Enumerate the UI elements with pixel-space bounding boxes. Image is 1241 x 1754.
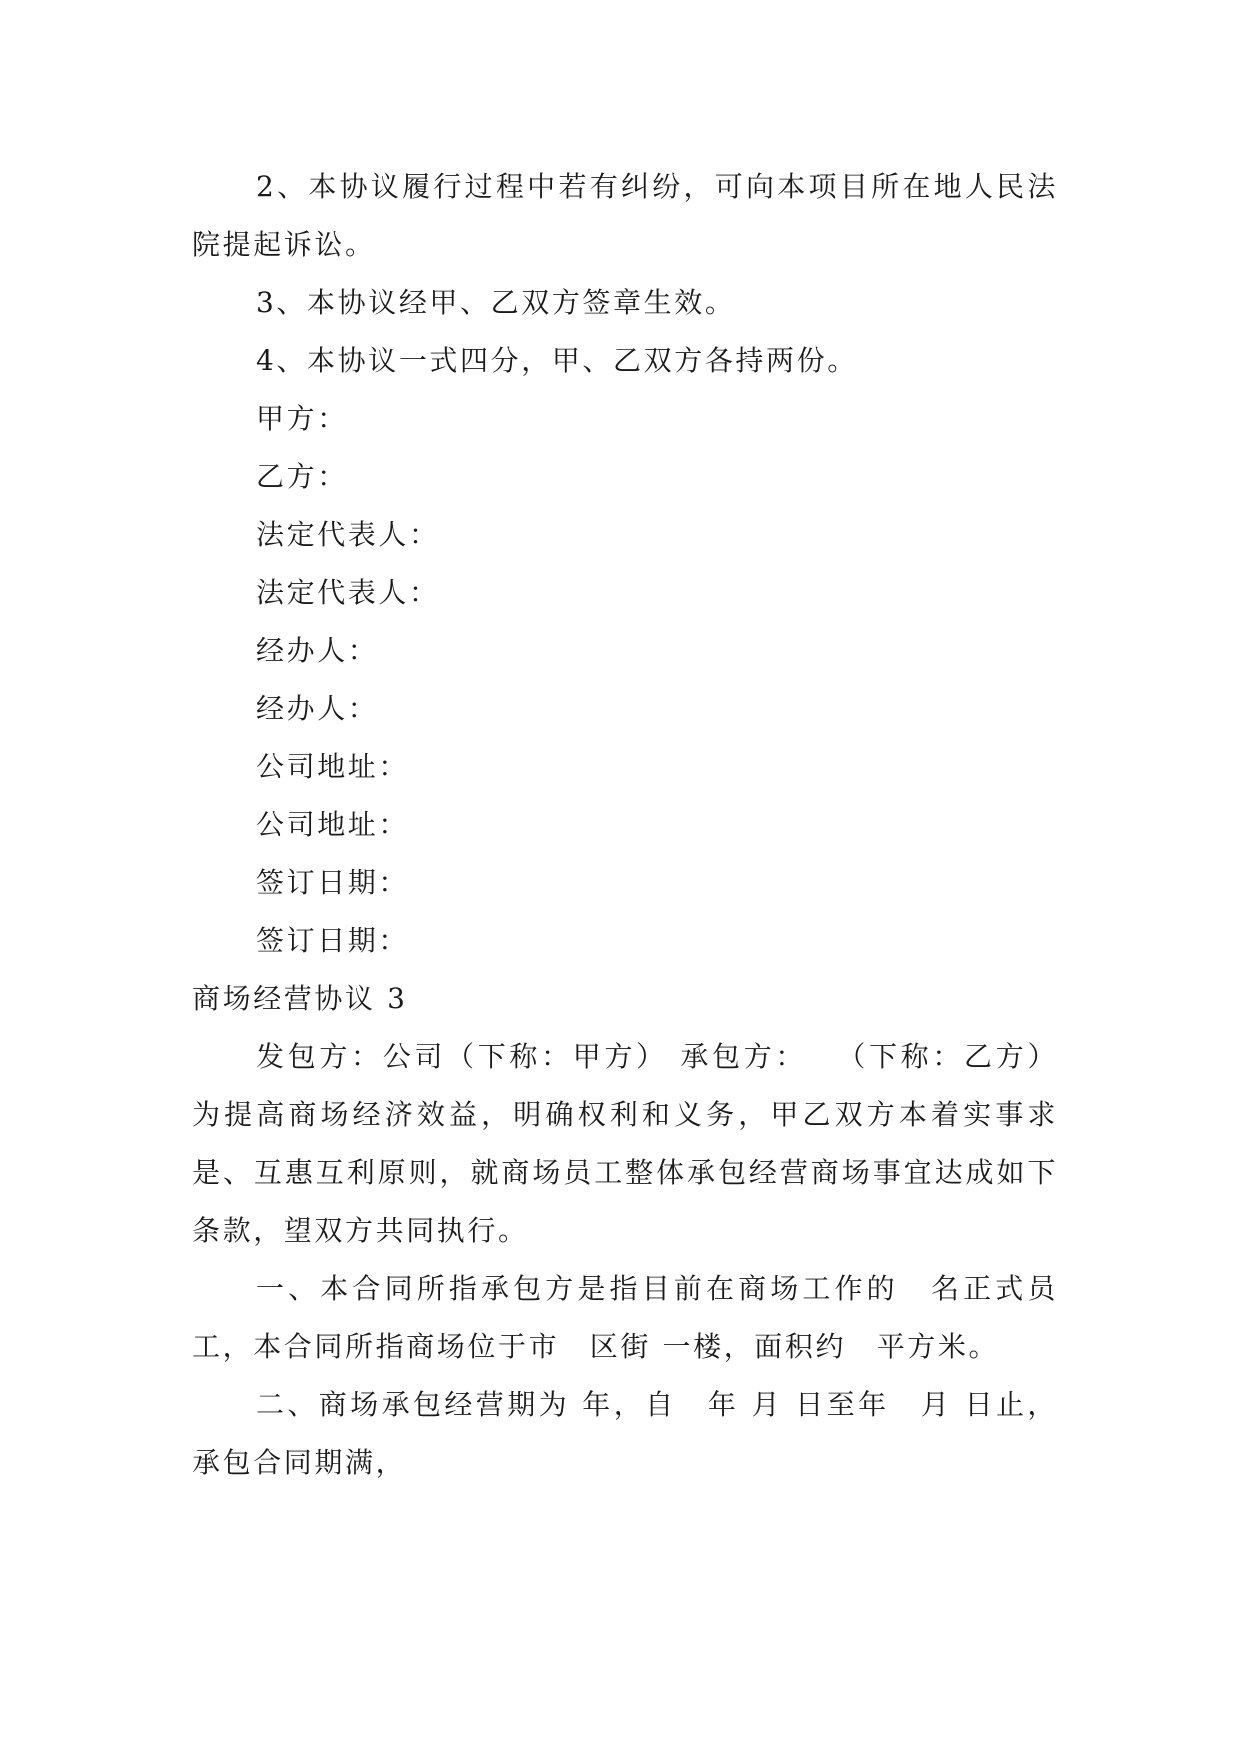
date-b-field: 签订日期： [256, 924, 410, 957]
clause-3-paragraph: 3、本协议经甲、乙双方签章生效。 [256, 286, 736, 319]
clause-2-paragraph: 2、本协议履行过程中若有纠纷，可向本项目所在地人民法院提起诉讼。 [192, 170, 1058, 261]
party-a-field: 甲方： [256, 402, 348, 435]
article-1-paragraph: 一、本合同所指承包方是指目前在商场工作的 名正式员工，本合同所指商场位于市 区街 一楼，面积约 平方米。 [192, 1272, 1058, 1363]
handler-b-field: 经办人： [256, 692, 379, 725]
party-b-field: 乙方： [256, 460, 348, 493]
preamble-paragraph: 发包方：公司（下称：甲方） 承包方： （下称：乙方） 为提高商场经济效益，明确权利和义务，甲乙双方本着实事求是、互惠互利原则，就商场员工整体承包经营商场事宜达成如下条款，望双方共同执行。 [192, 1040, 1070, 1247]
address-a-field: 公司地址： [256, 750, 410, 783]
address-b-field: 公司地址： [256, 808, 410, 841]
legal-rep-a-field: 法定代表人： [256, 518, 440, 551]
date-a-field: 签订日期： [256, 866, 410, 899]
clause-4-paragraph: 4、本协议一式四分，甲、乙双方各持两份。 [256, 344, 858, 377]
handler-a-field: 经办人： [256, 634, 379, 667]
legal-rep-b-field: 法定代表人： [256, 576, 440, 609]
article-2-paragraph: 二、商场承包经营期为 年，自 年 月 日至年 月 日止，承包合同期满， [192, 1388, 1058, 1479]
section-title: 商场经营协议 3 [192, 982, 408, 1015]
document-content [192, 158, 1070, 1492]
